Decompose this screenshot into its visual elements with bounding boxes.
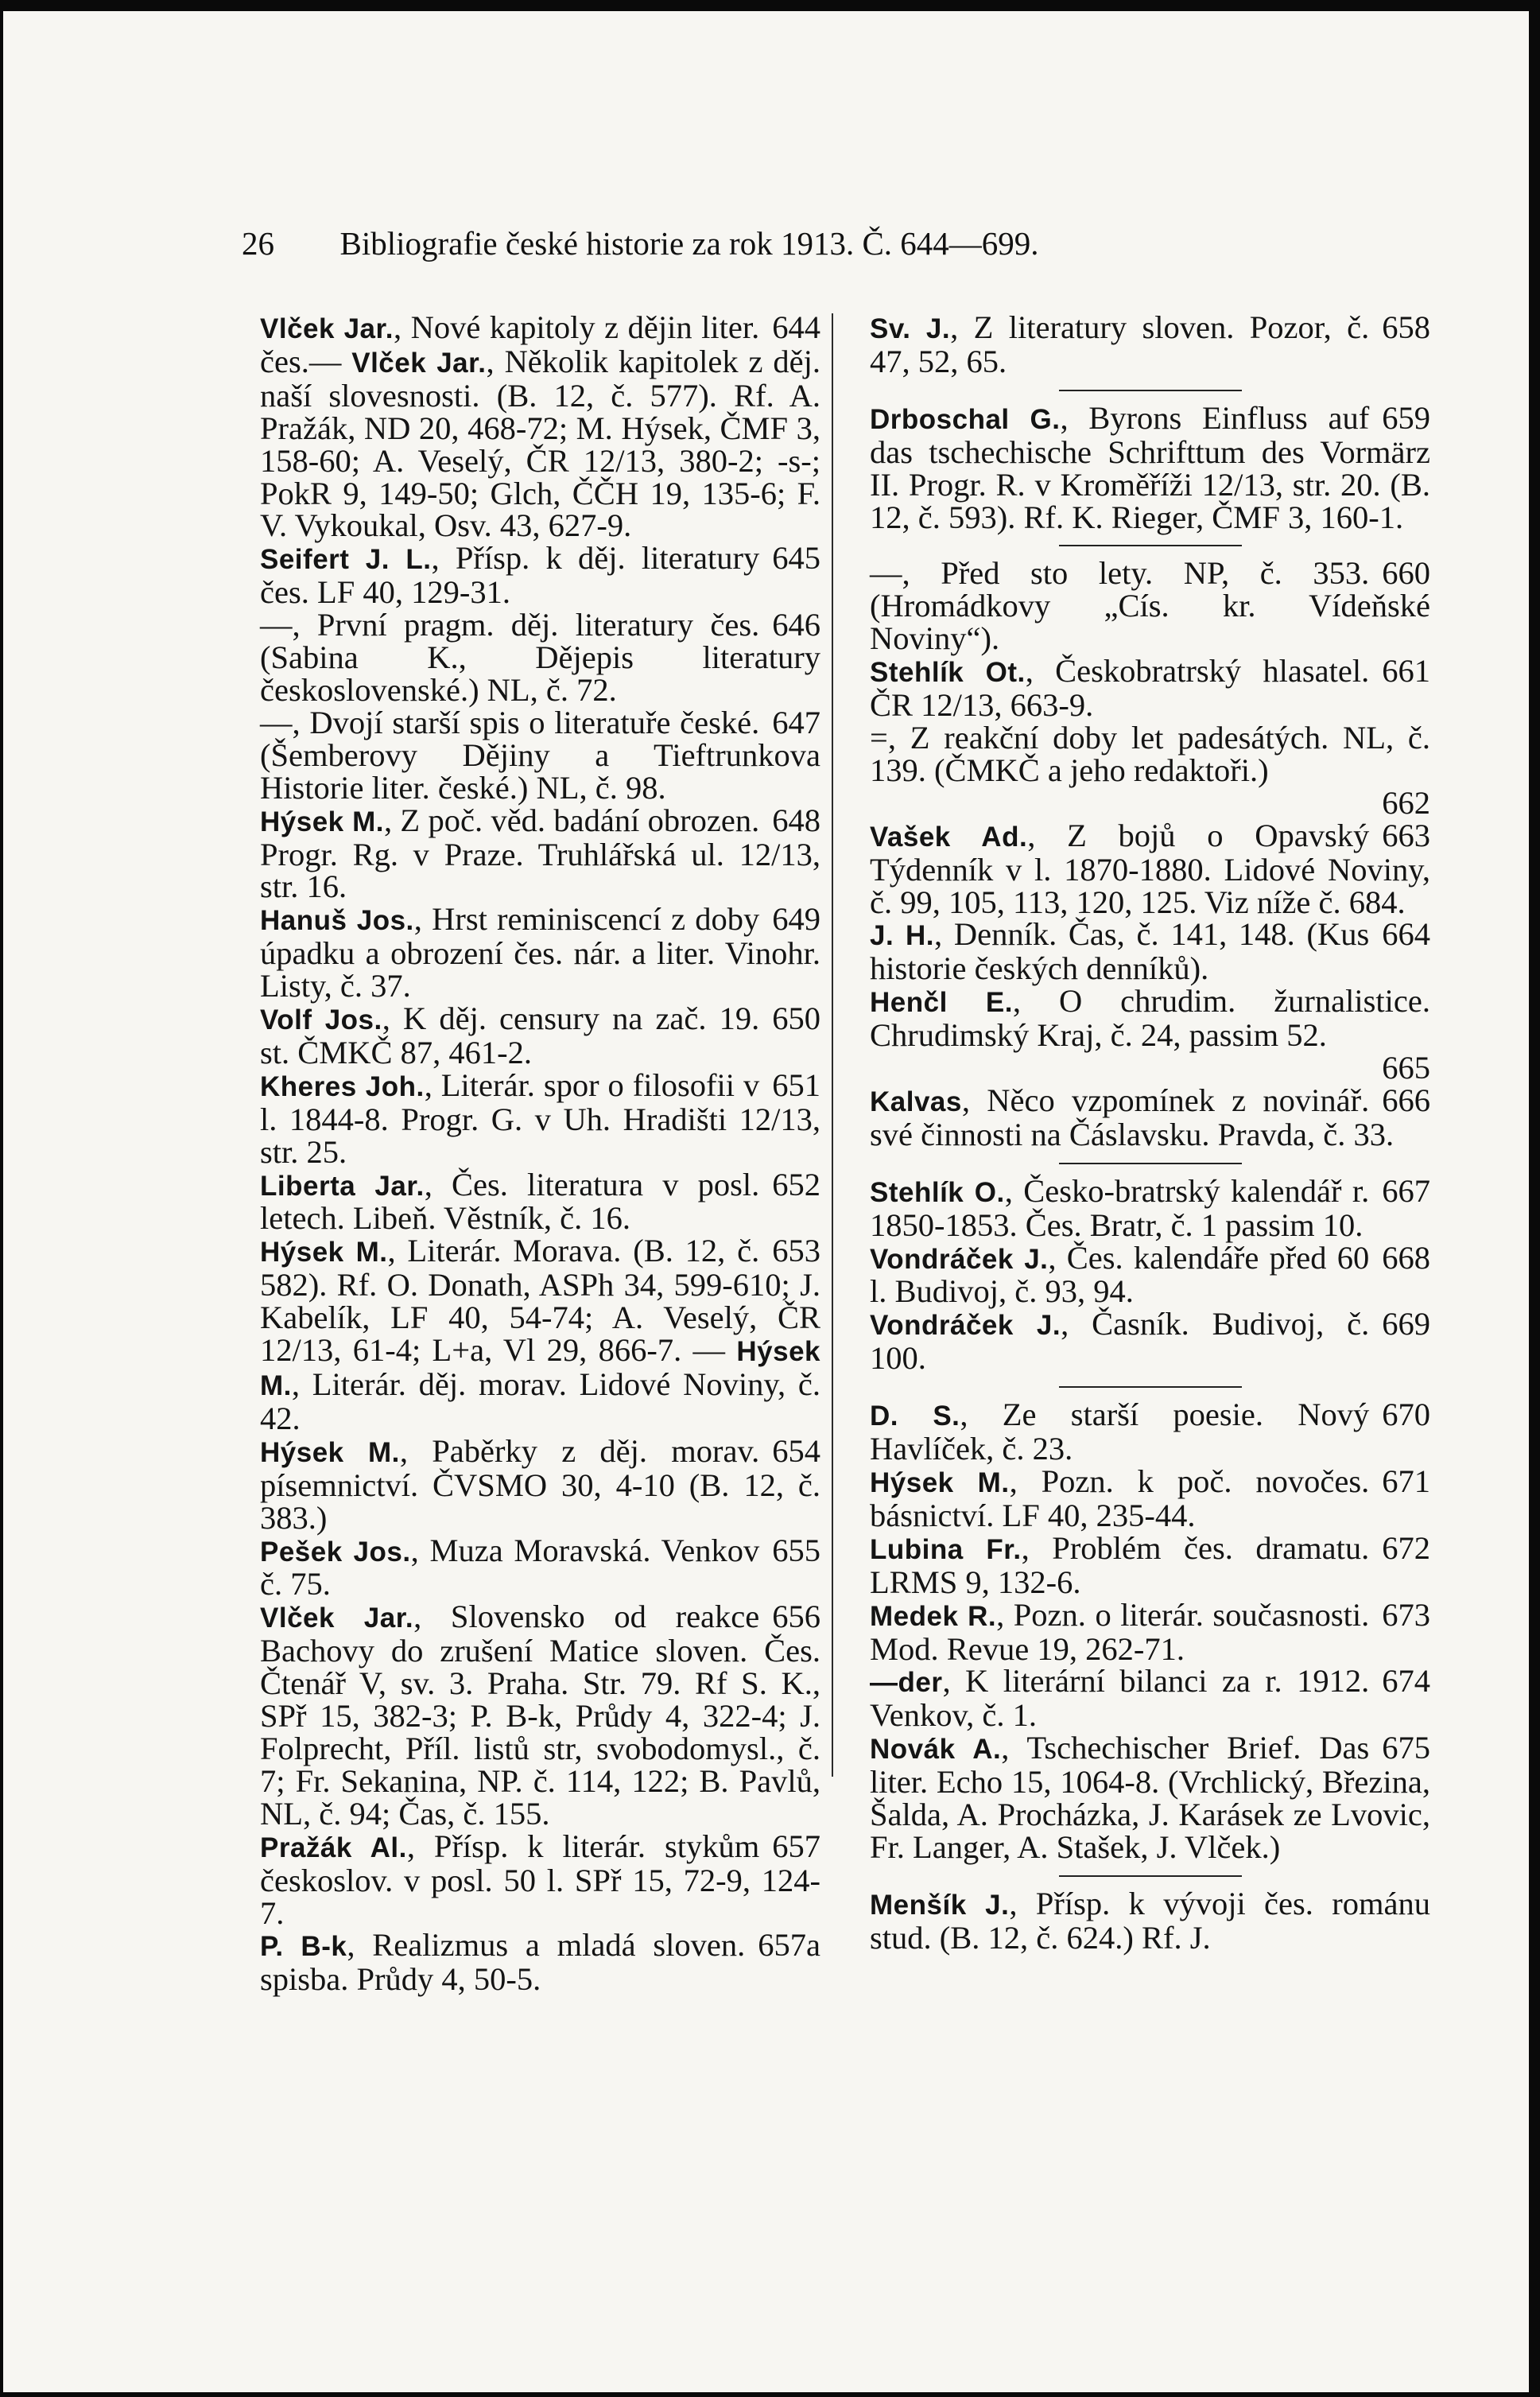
entry-number: 671	[1382, 1463, 1430, 1499]
bibliography-entry	[870, 1082, 1430, 1152]
bibliography-entry	[870, 1732, 1430, 1864]
section-rule	[1059, 1163, 1242, 1164]
right-column	[870, 309, 1430, 1956]
author-name: Lubina Fr.	[870, 1533, 1022, 1565]
bibliography-entry	[260, 1166, 820, 1237]
bibliography-entry	[260, 1066, 820, 1170]
entry-number: 656	[772, 1599, 820, 1635]
entry-text: , Muza Moravská. Venkov č. 75.	[260, 1532, 760, 1603]
author-name: Hýsek M.	[260, 1436, 400, 1468]
author-name: Kalvas	[870, 1086, 962, 1117]
entry-text: , Tschechischer Brief. Das liter. Echo 15, 1064-8. (Vrchlický, Březina, Šalda, A. Procházka, J. Karásek ze Lvovic, Fr. Langer, A. Stašek, J. Vlček.)	[870, 1730, 1430, 1865]
entry-text: , Čes. kalendáře před 60 l. Budivoj, č. 93, 94.	[870, 1239, 1370, 1310]
entry-number: 655	[772, 1532, 820, 1568]
author-name: Vlček Jar.	[260, 313, 394, 344]
bibliography-entry	[870, 557, 1430, 655]
entry-text: , Pozn. o literár. současnosti. Mod. Revue 19, 262-71.	[870, 1596, 1370, 1667]
entry-number: 670	[1382, 1397, 1430, 1433]
entry-text: , Byrons Einfluss auf das tschechische Schrifttum des Vormärz II. Progr. R. v Kroměříži 12/13, str. 20. (B. 12, č. 593). Rf. K. Rieger, ČMF 3, 160-1.	[870, 399, 1430, 535]
bibliography-entry	[870, 1529, 1430, 1600]
entry-number: 668	[1382, 1239, 1430, 1276]
entry-number: 654	[772, 1432, 820, 1469]
entry-number: 674	[1382, 1663, 1430, 1700]
bibliography-entry	[870, 1172, 1430, 1243]
entry-number: 664	[1382, 916, 1430, 953]
column-divider	[832, 313, 833, 1777]
author-name: Sv. J.	[870, 313, 951, 344]
author-name: Henčl E.	[870, 987, 1013, 1019]
bibliography-entry	[260, 704, 820, 806]
entry-number: 648	[772, 802, 820, 838]
entry-text: , Česko-bratrský kalendář r. 1850-1853. Čes. Bratr, č. 1 passim 10.	[870, 1172, 1370, 1243]
author-name: —der	[870, 1667, 943, 1699]
entry-number: 669	[1382, 1306, 1430, 1342]
entry-number: 644	[772, 309, 820, 345]
entry-number: 657a	[758, 1927, 820, 1964]
entry-text: , Z poč. věd. badání obrozen. Progr. Rg. v Praze. Truhlářská ul. 12/13, str. 16.	[260, 802, 820, 905]
bibliography-entry	[870, 817, 1430, 920]
author-name: Hýsek M.	[260, 1336, 820, 1401]
bibliography-entry	[260, 542, 820, 609]
entry-number: 645	[772, 540, 820, 577]
entry-text: —, Dvojí starší spis o literatuře české. (Šemberovy Dějiny a Tieftrunkova Historie liter. české.) NL, č. 98.	[260, 704, 820, 806]
entry-text: , Slovensko od reakce Bachovy do zrušení Matice sloven. Čes. Čtenář V, sv. 3. Praha. Str. 79. Rf S. K., SPř 15, 382-3; P. B-k, Průdy 4, 322-4; J. Folprecht, Příl. listů str, svobodomysl., č. 7; Fr. Sekanina, NP. č. 114, 122; B. Pavlů, NL, č. 94; Čas, č. 155.	[260, 1599, 820, 1832]
author-name: Hanuš Jos.	[260, 905, 414, 937]
bibliography-entry	[870, 1399, 1430, 1466]
author-name: Hýsek M.	[870, 1467, 1010, 1498]
left-column	[260, 309, 820, 1998]
entry-number: 658	[1382, 309, 1430, 345]
entry-text: , Realizmus a mladá sloven. spisba. Průdy 4, 50-5.	[260, 1927, 746, 1998]
entry-text: , Čes. literatura v posl. letech. Libeň. Věstník, č. 16.	[260, 1166, 760, 1237]
author-name: Vondráček J.	[870, 1310, 1061, 1342]
author-name: J. H.	[870, 920, 935, 952]
author-name: P. B-k	[260, 1931, 347, 1963]
entry-number: 667	[1382, 1172, 1430, 1209]
author-name: Menšík J.	[870, 1889, 1010, 1921]
entry-text: , Přísp. k vývoji čes. románu stud. (B. 12, č. 624.) Rf. J.	[870, 1885, 1430, 1956]
document-page	[3, 11, 1530, 2392]
entry-number: 663	[1382, 817, 1430, 853]
entry-text: , Hrst reminiscencí z doby úpadku a obrození čes. nár. a liter. Vinohr. Listy, č. 37.	[260, 901, 820, 1004]
bibliography-entry	[260, 1532, 820, 1603]
bibliography-entry	[870, 719, 1430, 788]
bibliography-entry	[260, 1929, 820, 1996]
entry-text: , Českobratrský hlasatel. ČR 12/13, 663-9.	[870, 653, 1370, 724]
author-name: Hýsek M.	[260, 1237, 388, 1268]
section-rule	[1059, 1386, 1242, 1388]
bibliography-entry	[870, 655, 1430, 722]
entry-number: 649	[772, 901, 820, 938]
bibliography-entry	[870, 1463, 1430, 1533]
entry-text: , O chrudim. žurnalistice. Chrudimský Kraj, č. 24, passim 52.	[870, 983, 1430, 1054]
entry-number: 665	[1382, 1050, 1430, 1086]
author-name: Pražák Al.	[260, 1832, 407, 1863]
entry-number: 652	[772, 1166, 820, 1202]
running-header	[242, 224, 1291, 262]
bibliography-entry	[260, 1828, 820, 1931]
entry-number: 651	[772, 1066, 820, 1103]
author-name: Volf Jos.	[260, 1004, 382, 1036]
entry-text: , Denník. Čas, č. 141, 148. (Kus historie českých denníků).	[870, 916, 1370, 987]
entry-text: , Časník. Budivoj, č. 100.	[870, 1306, 1370, 1377]
entry-text: , K děj. censury na zač. 19. st. ČMKČ 87, 461-2.	[260, 1000, 760, 1070]
entry-text: —, Před sto lety. NP, č. 353. (Hromádkovy „Cís. kr. Vídeňské Noviny“).	[870, 555, 1430, 657]
entry-text: , Literár. děj. morav. Lidové Noviny, č. 42.	[260, 1366, 820, 1436]
section-rule	[1059, 1875, 1242, 1877]
entry-text: , Ze starší poesie. Nový Havlíček, č. 23.	[870, 1397, 1370, 1467]
entry-text: , Z literatury sloven. Pozor, č. 47, 52, 65.	[870, 309, 1370, 379]
entry-number: 653	[772, 1233, 820, 1269]
bibliography-entry	[870, 1308, 1430, 1375]
bibliography-entry	[260, 802, 820, 905]
author-name: Vondráček J.	[870, 1243, 1049, 1275]
entry-text: , Pozn. k poč. novočes. básnictví. LF 40, 235-44.	[870, 1463, 1370, 1533]
page-number: 26	[242, 225, 274, 262]
bibliography-entry	[260, 1000, 820, 1070]
entry-text: , Problém čes. dramatu. LRMS 9, 132-6.	[870, 1529, 1370, 1600]
bibliography-entry	[870, 985, 1430, 1052]
entry-text: =, Z reakční doby let padesátých. NL, č. 139. (ČMKČ a jeho redaktoři.)	[870, 719, 1430, 788]
entry-number: 657	[772, 1828, 820, 1864]
bibliography-entry	[870, 1239, 1430, 1310]
author-name: Vašek Ad.	[870, 821, 1028, 853]
entry-text: , Literár. Morava. (B. 12, č. 582). Rf. O. Donath, ASPh 34, 599-610; J. Kabelík, LF 40, 54-74; A. Veselý, ČR 12/13, 61-4; L+a, Vl 29, 866-7. —	[260, 1233, 820, 1369]
bibliography-entry	[260, 309, 820, 544]
bibliography-entry	[260, 609, 820, 707]
entry-number: 662	[1382, 784, 1430, 821]
entry-number: 650	[772, 1000, 820, 1037]
entry-number: 660	[1382, 555, 1430, 592]
entry-text: , Několik kapitolek z děj. naší slovesnosti. (B. 12, č. 577). Rf. A. Pražák, ND 20, 468-72; M. Hýsek, ČMF 3, 158-60; A. Veselý, ČR 12/13, 380-2; -s-; PokR 9, 149-50; Glch, ČČH 19, 135-6; F. V. Vykoukal, Osv. 43, 627-9.	[260, 343, 820, 544]
entry-text: , Literár. spor o filosofii v l. 1844-8. Progr. G. v Uh. Hradišti 12/13, str. 25.	[260, 1066, 820, 1170]
author-name: Novák A.	[870, 1734, 1002, 1766]
entry-text: , Nové kapitoly z dějin liter. čes.—	[260, 309, 760, 379]
entry-number: 672	[1382, 1529, 1430, 1566]
bibliography-entry	[260, 1601, 820, 1830]
bibliography-entry	[260, 1432, 820, 1536]
bibliography-entry	[870, 309, 1430, 379]
bibliography-entry	[870, 1596, 1430, 1667]
section-rule	[1059, 545, 1242, 546]
author-name: Pešek Jos.	[260, 1536, 411, 1568]
author-name: Liberta Jar.	[260, 1170, 425, 1202]
author-name: Kheres Joh.	[260, 1070, 425, 1102]
entry-number: 666	[1382, 1082, 1430, 1118]
entry-text: , Přísp. k děj. literatury čes. LF 40, 129-31.	[260, 540, 760, 611]
entry-number: 647	[772, 704, 820, 740]
entry-number: 661	[1382, 653, 1430, 690]
bibliography-entry	[870, 916, 1430, 987]
entry-text: , Přísp. k literár. stykům českoslov. v posl. 50 l. SPř 15, 72-9, 124-7.	[260, 1828, 820, 1931]
entry-text: , K literární bilanci za r. 1912. Venkov, č. 1.	[870, 1663, 1370, 1734]
author-name: Seifert J. L.	[260, 544, 432, 576]
header-title: Bibliografie české historie za rok 1913. Č. 644—699.	[339, 225, 1039, 262]
scan-edge	[1529, 0, 1540, 2397]
author-name: Hýsek M.	[260, 806, 384, 837]
entry-text: —, První pragm. děj. literatury čes. (Sabina K., Dějepis literatury československé.) NL, č. 72.	[260, 607, 820, 708]
author-name: Medek R.	[870, 1600, 997, 1632]
entry-text: , Paběrky z děj. morav. písemnictví. ČVSMO 30, 4-10 (B. 12, č. 383.)	[260, 1432, 820, 1536]
author-name: Stehlík O.	[870, 1176, 1005, 1208]
entry-text: , Něco vzpomínek z novinář. své činnosti na Čáslavsku. Pravda, č. 33.	[870, 1082, 1395, 1152]
author-name: Stehlík Ot.	[870, 657, 1026, 689]
section-rule	[1059, 390, 1242, 391]
entry-number: 675	[1382, 1730, 1430, 1766]
author-name: Vlček Jar.	[260, 1603, 414, 1634]
entry-number: 646	[772, 607, 820, 643]
entry-text: , Z bojů o Opavský Týdenník v l. 1870-1880. Lidové Noviny, č. 99, 105, 113, 120, 125. Viz níže č. 684.	[870, 817, 1430, 920]
author-name: Vlček Jar.	[351, 347, 487, 379]
author-name: D. S.	[870, 1401, 960, 1432]
entry-number: 673	[1382, 1596, 1430, 1633]
bibliography-entry	[260, 1235, 820, 1435]
author-name: Drboschal G.	[870, 403, 1061, 435]
bibliography-entry	[870, 1665, 1430, 1732]
entry-number: 659	[1382, 399, 1430, 436]
bibliography-entry	[870, 399, 1430, 535]
bibliography-entry	[870, 1885, 1430, 1956]
bibliography-entry	[260, 903, 820, 1003]
